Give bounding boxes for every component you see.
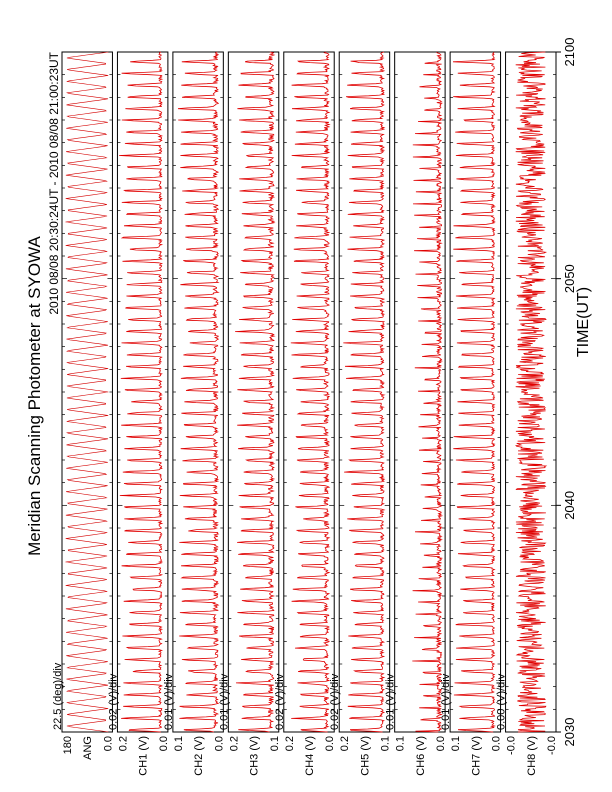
scale-label: 0.01 (V)/div — [162, 673, 175, 730]
y-max-label: 0.2 — [283, 736, 296, 752]
x-axis-label: TIME(UT) — [575, 286, 592, 358]
y-min-label: -0.0 — [546, 736, 558, 755]
series-line-ch7 — [453, 52, 495, 732]
channel-label: ANG — [82, 736, 95, 760]
chart-title: Meridian Scanning Photometer at SYOWA — [25, 236, 44, 556]
panel-ch3 — [218, 52, 280, 776]
y-min-label: 0.1 — [268, 736, 281, 752]
y-min-label: 0.1 — [379, 736, 392, 752]
panel-ch2 — [163, 52, 225, 776]
y-max-label: 0.1 — [394, 736, 407, 752]
panel-ch4 — [274, 52, 336, 776]
y-min-label: 0.0 — [435, 736, 448, 752]
x-tick-label: 2100 — [562, 37, 577, 67]
channel-label: CH4 (V) — [304, 736, 316, 776]
y-min-label: 0.0 — [490, 736, 503, 752]
series-line-ch3 — [235, 52, 274, 732]
x-tick-label: 2040 — [562, 490, 577, 520]
x-tick-label: 2030 — [562, 717, 577, 747]
channel-label: CH2 (V) — [193, 736, 206, 776]
y-max-label: 0.2 — [228, 736, 241, 752]
series-line-ch6 — [412, 52, 441, 732]
scale-label: 0.01 (V)/div — [218, 673, 231, 730]
scale-label: 0.01 (V)/div — [440, 673, 453, 730]
y-max-label: 0.1 — [172, 736, 185, 752]
channel-label: CH8 (V) — [525, 736, 538, 776]
y-max-label: 0.1 — [450, 736, 463, 752]
panel-group — [52, 52, 558, 776]
panel-ch6 — [385, 52, 447, 776]
rotated-plot-group — [25, 38, 592, 776]
channel-label: CH1 (V) — [137, 736, 150, 776]
channel-label: CH5 (V) — [359, 736, 372, 776]
y-min-label: 0.0 — [102, 736, 115, 752]
y-max-label: 0.2 — [117, 736, 130, 752]
scale-label: 0.02 (V)/div — [329, 673, 342, 730]
y-min-label: 0.0 — [157, 736, 170, 752]
y-max-label: 0.2 — [339, 736, 352, 752]
channel-label: CH6 (V) — [414, 736, 427, 776]
panel-ch7 — [440, 52, 502, 776]
series-line-ch8 — [516, 52, 546, 732]
panel-ch8 — [496, 52, 558, 776]
panel-frame — [62, 52, 112, 732]
scale-label: 0.02 (V)/div — [107, 673, 120, 730]
channel-label: CH3 (V) — [248, 736, 261, 776]
y-min-label: 0.0 — [213, 736, 226, 752]
scale-label: 0.02 (V)/div — [273, 673, 286, 730]
y-max-label: -0.0 — [505, 736, 518, 755]
x-axis-ticks — [556, 38, 577, 747]
y-min-label: 0.0 — [324, 736, 337, 752]
channel-label: CH7 (V) — [470, 736, 483, 776]
series-line-ch2 — [178, 52, 218, 732]
panel-ang — [52, 52, 114, 760]
scale-label: 0.00 (V)/div — [495, 673, 508, 730]
x-tick-label: 2050 — [562, 264, 577, 294]
panel-ch1 — [107, 52, 169, 776]
series-line-ch4 — [291, 52, 329, 732]
series-line-ch5 — [343, 52, 384, 732]
chart-subtitle: 2010 08/08 20:30:24UT - 2010 08/08 21:00:23UT — [47, 52, 61, 315]
scale-label: 22.5 (deg)/div — [52, 662, 64, 730]
panel-ch5 — [329, 52, 391, 776]
series-line-ch1 — [119, 52, 162, 732]
series-line-ang — [66, 52, 109, 732]
y-max-label: 180 — [62, 736, 74, 755]
scale-label: 0.01 (V)/div — [384, 673, 397, 730]
